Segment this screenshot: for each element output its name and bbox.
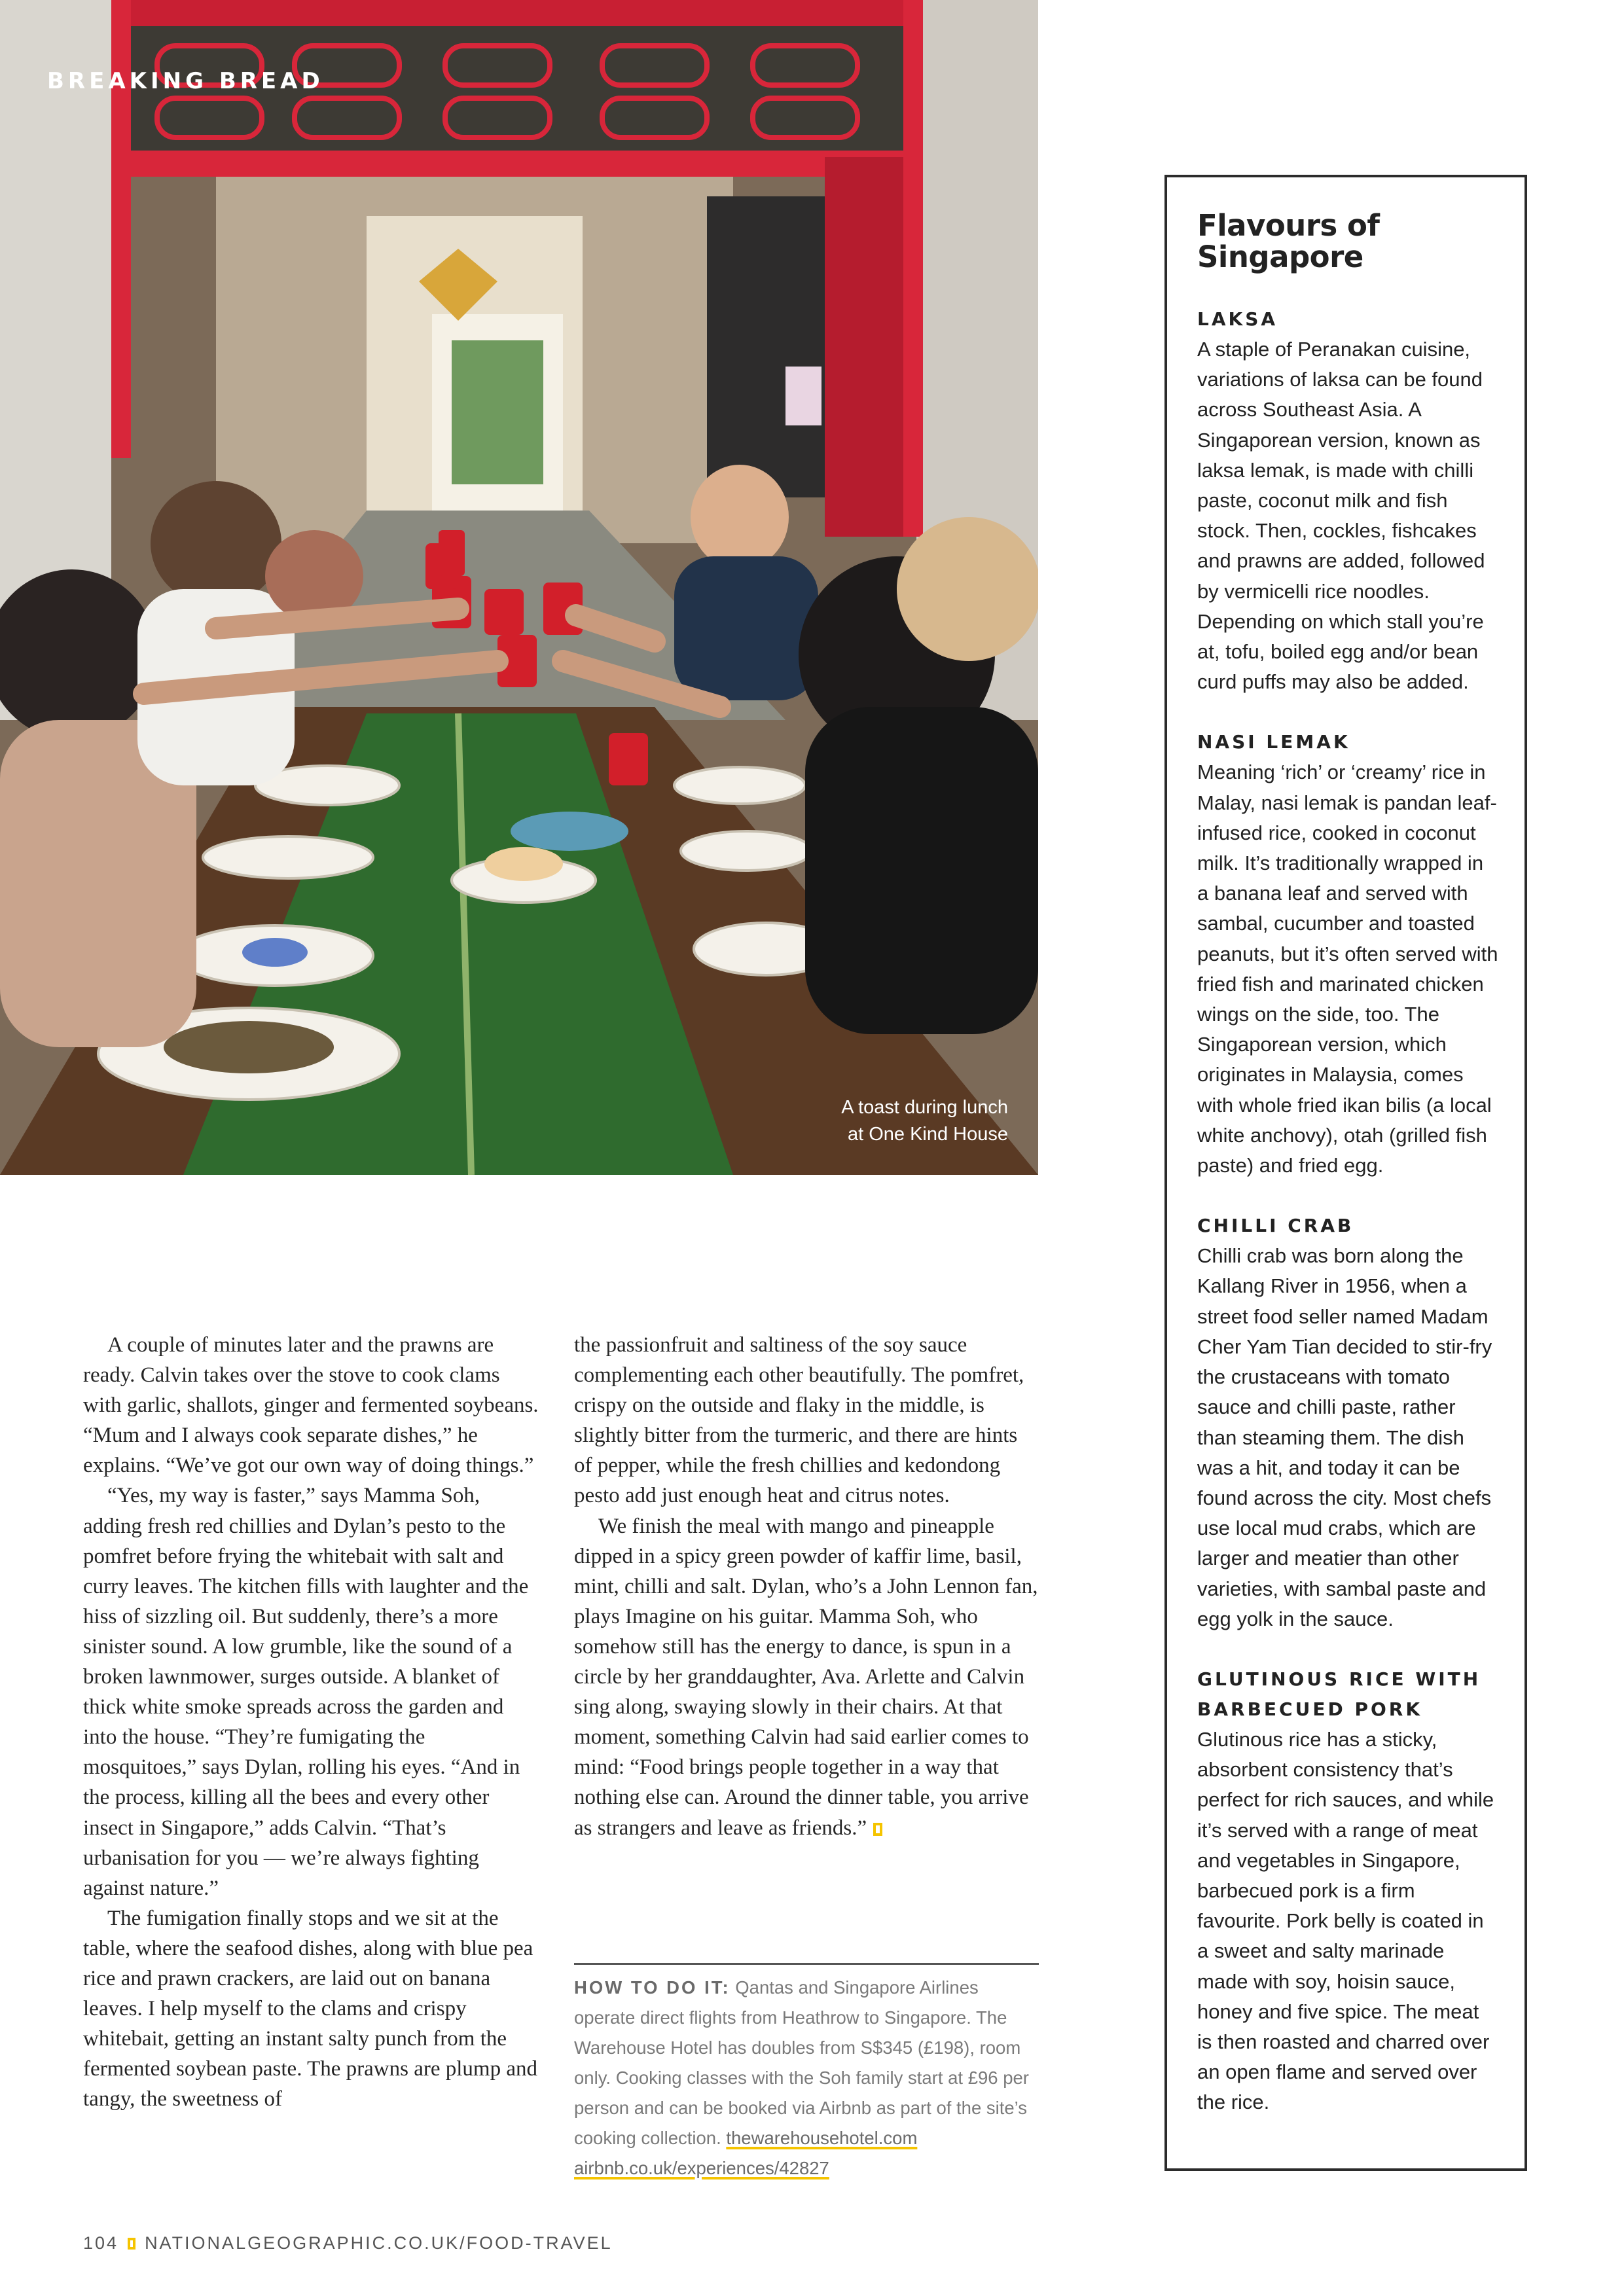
photo-caption <box>733 1094 1008 1148</box>
dish-nasi-lemak <box>1197 727 1498 1181</box>
article-column-2 <box>574 1330 1039 1843</box>
howto-text: Qantas and Singapore Airlines operate direct flights from Heathrow to Singapore. The Warehouse Hotel has doubles from S$345 (£198), room only. Cooking classes with the Soh family start at £96 per person and can be booked via Airbnb as part of the site’s cooking collection. <box>574 1977 1029 2148</box>
footer-site: NATIONALGEOGRAPHIC.CO.UK/FOOD-TRAVEL <box>145 2233 613 2253</box>
flavours-sidebar <box>1164 175 1527 2171</box>
end-mark-icon <box>873 1823 882 1836</box>
dish-laksa <box>1197 304 1498 697</box>
warehouse-hotel-link[interactable]: thewarehousehotel.com <box>726 2128 918 2148</box>
article-paragraph: “Yes, my way is faster,” says Mamma Soh, adding fresh red chillies and Dylan’s pesto to the pomfret before frying the whitebait with salt and curry leaves. The kitchen fills with laughter and the hiss of sizzling oil. But suddenly, there’s a more sinister sound. A low grumble, like the sound of a broken lawnmower, surges outside. A blanket of thick white smoke spreads across the garden and into the house. “They’re fumigating the mosquitoes,” says Dylan, rolling his eyes. “And in the process, killing all the bees and every other insect in Singapore,” adds Calvin. “That’s urbanisation for you — we’re always fighting against nature.” <box>83 1484 529 1900</box>
article-paragraph: The fumigation finally stops and we sit at the table, where the seafood dishes, along with blue pea rice and prawn crackers, are laid out on banana leaves. I help myself to the clams and crispy whitebait, getting an instant salty punch from the fermented soybean paste. The prawns are plump and tangy, the sweetness of <box>83 1906 537 2111</box>
article-paragraph-final <box>574 1511 1039 1843</box>
article-column-1 <box>83 1330 541 2114</box>
dish-heading: CHILLI CRAB <box>1197 1215 1354 1237</box>
airbnb-link[interactable]: airbnb.co.uk/experiences/42827 <box>574 2158 829 2178</box>
dish-heading: LAKSA <box>1197 308 1278 330</box>
page-footer <box>83 2233 613 2253</box>
sidebar-title <box>1197 210 1394 273</box>
how-to-do-it <box>574 1963 1039 2183</box>
caption-line: at One Kind House <box>847 1124 1008 1145</box>
dish-description: A staple of Peranakan cuisine, variations of laksa can be found across Southeast Asia. A Singaporean version, known as laksa lemak, is made with chilli paste, coconut milk and fish stock. Then, cockles, fishcakes and prawns are added, followed by vermicelli rice noodles. Depending on which stall you’re at, tofu, boiled egg and/or bean curd puffs may also be added. <box>1197 338 1485 694</box>
dish-glutinous-rice <box>1197 1664 1498 2118</box>
lunch-photo <box>0 0 1038 1175</box>
dish-description: Chilli crab was born along the Kallang River in 1956, when a street food seller named Madam Cher Yam Tian decided to stir-fry the crustaceans with tomato sauce and chilli paste, rather than steaming them. The dish was a hit, and today it can be found across the city. Most chefs use local mud crabs, which are larger and meatier than other varieties, with sambal paste and egg yolk in the sauce. <box>1197 1244 1492 1630</box>
caption-line: A toast during lunch <box>841 1097 1008 1118</box>
article-paragraph: the passionfruit and saltiness of the soy sauce complementing each other beautifully. The pomfret, crispy on the outside and flaky in the middle, is slightly bitter from the turmeric, and there are hints of pepper, while the fresh chillies and kedondong pesto add just enough heat and citrus notes. <box>574 1333 1024 1508</box>
howto-label: HOW TO DO IT: <box>574 1977 731 1998</box>
dish-description: Meaning ‘rich’ or ‘creamy’ rice in Malay, nasi lemak is pandan leaf-infused rice, cooked in coconut milk. It’s traditionally wrapped in a banana leaf and served with sambal, cucumber and toasted peanuts, but it’s often served with fried fish and marinated chicken wings on the side, too. The Singaporean version, which originates in Malaysia, comes with whole fried ikan bilis (a local white anchovy), otah (grilled fish paste) and fried egg. <box>1197 761 1498 1177</box>
dish-heading: GLUTINOUS RICE WITH BARBECUED PORK <box>1197 1668 1481 1720</box>
dish-chilli-crab <box>1197 1211 1498 1634</box>
dish-description: Glutinous rice has a sticky, absorbent consistency that’s perfect for rich sauces, and while it’s served with a range of meat and vegetables in Singapore, barbecued pork is a firm favourite. Pork belly is coated in a sweet and salty marinade made with soy, hoisin sauce, honey and five spice. The meat is then roasted and charred over an open flame and served over the rice. <box>1197 1727 1494 2114</box>
article-paragraph: A couple of minutes later and the prawns are ready. Calvin takes over the stove to cook clams with garlic, shallots, ginger and fermented soybeans. “Mum and I always cook separate dishes,” he explains. “We’ve got our own way of doing things.” <box>83 1333 539 1478</box>
yellow-border-icon <box>128 2238 135 2250</box>
sidebar-title-line: Singapore <box>1197 240 1363 274</box>
lunch-illustration <box>0 0 1038 1175</box>
sidebar-title-line: Flavours of <box>1197 208 1380 243</box>
section-tag: BREAKING BREAD <box>47 68 324 94</box>
page-number: 104 <box>83 2233 119 2253</box>
article-paragraph-text: We finish the meal with mango and pineapple dipped in a spicy green powder of kaffir lime, basil, mint, chilli and salt. Dylan, who’s a John Lennon fan, plays Imagine on his guitar. Mamma Soh, who somehow still has the energy to dance, is spun in a circle by her granddaughter, Ava. Arlette and Calvin sing along, swaying slowly in their chairs. At that moment, something Calvin had said earlier comes to mind: “Food brings people together in a way that nothing else can. Around the dinner table, you arrive as strangers and leave as friends.” <box>574 1514 1038 1840</box>
dish-heading: NASI LEMAK <box>1197 731 1350 753</box>
